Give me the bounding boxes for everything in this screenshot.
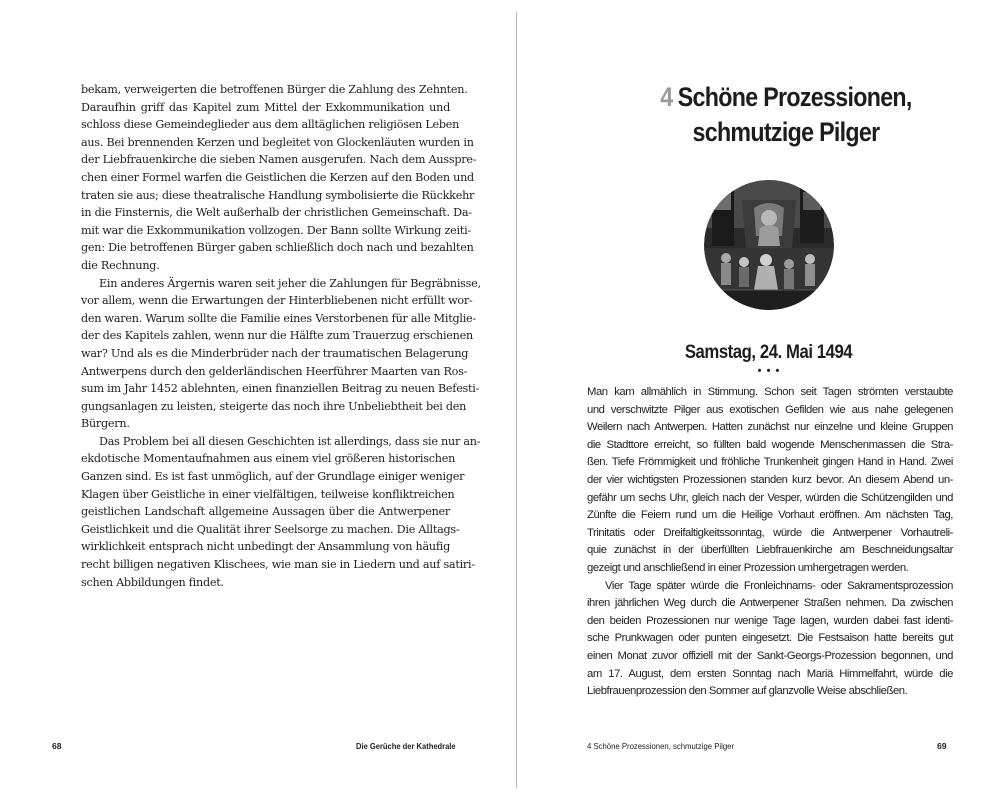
text-line: den waren. Warum sollte die Familie eines Verstorbenen für alle Mitglie- [81, 311, 476, 325]
text-line: schloss diese Gemeindeglieder aus dem alltäglichen religiösen Leben [81, 118, 460, 132]
text-line: Man kam allmählich in Stimmung. Schon seit Tagen strömten verstaubte [587, 386, 953, 398]
chapter-heading [614, 80, 958, 150]
text-line: den beiden Prozessionen nur wenige Tage lagen, wurden dabei fast identi- [587, 614, 953, 627]
text-line: vor allem, wenn die Erwartungen der Hinterbliebenen nicht erfüllt wor- [81, 294, 473, 308]
text-line: die Rechnung. [81, 258, 160, 272]
paragraph [587, 578, 953, 701]
text-line: Trinitatis oder Dreifaltigkeitssonntag, würde die Antwerpener Vorhautreli- [587, 526, 953, 539]
text-line: Daraufhin griff das Kapitel zum Mittel der Exkommunikation und [81, 100, 450, 114]
text-line: chen einer Formel warfen die Geistlichen die Kerzen auf den Boden und [81, 170, 474, 184]
chapter-title-line2: schmutzige Pilger [692, 117, 880, 147]
chapter-title-line1: Schöne Prozessionen, [677, 82, 912, 112]
right-running-title: 4 Schöne Prozessionen, schmutzige Pilger [587, 741, 735, 751]
procession-vignette-icon [704, 180, 834, 310]
right-page-number: 69 [937, 741, 947, 751]
text-line: einen Monat zuvor offiziell mit der Sankt-Georgs-Prozession begonnen, und [587, 649, 953, 662]
text-line: Zünfte die Feiern rund um die Heilige Vorhaut eröffnen. Am nächsten Tag, [587, 509, 953, 522]
text-line: in die Finsternis, die Welt außerhalb der christlichen Gemeinschaft. Da- [81, 206, 472, 220]
text-line: bekam, verweigerten die betroffenen Bürger die Zahlung des Zehnten. [81, 83, 468, 96]
text-line: der des Kapitels zahlen, wenn nur die Hälfte zum Trauerzug erschienen [81, 329, 473, 343]
text-line: Ganzen sind. Es ist fast unmöglich, auf der Grundlage einiger weniger [81, 470, 465, 484]
text-line: Ein anderes Ärgernis waren seit jeher die Zahlungen für Begräbnisse, [99, 276, 481, 290]
text-line: sum im Jahr 1452 ablehnten, einen finanziellen Beitrag zu neuen Befesti- [81, 382, 480, 396]
right-page [518, 0, 1000, 800]
left-page-number: 68 [52, 741, 62, 751]
text-line: recht billigen negativen Klischees, wie man sie in Liedern und auf satiri- [81, 558, 475, 572]
left-running-title: Die Gerüche der Kathedrale [356, 741, 456, 751]
text-line: gen: Die betroffenen Bürger gaben schließlich doch nach und bezahlten [81, 241, 474, 255]
text-line: Vier Tage später würde die Fronleichnams- oder Sakramentsprozession [605, 579, 953, 592]
text-line: war? Und als es die Minderbrüder nach der traumatischen Belagerung [81, 346, 469, 360]
text-line: Antwerpens durch den gelderländischen Heerführer Maarten van Ros- [81, 364, 468, 378]
text-line: mit war die Exkommunikation vollzogen. Der Bann sollte Wirkung zeiti- [81, 223, 471, 237]
text-line: die Stadttore erreicht, so füllten bald wogende Menschenmassen die Stra- [587, 438, 953, 451]
chapter-heading-line1 [614, 80, 958, 115]
text-line: der Liebfrauenkirche die sieben Namen ausgerufen. Nach dem Ausspre- [81, 153, 477, 167]
paragraph [81, 275, 481, 433]
text-line: aus. Bei brennenden Kerzen und begleitet von Glockenläuten wurden in [81, 135, 474, 149]
text-line: Das Problem bei all diesen Geschichten ist allerdings, dass sie nur an- [99, 434, 481, 448]
text-line: traten sie aus; diese theatralische Handlung symbolisierte die Rückkehr [81, 188, 475, 202]
text-line: ßen. Tiefe Frömmigkeit und fröhliche Trunkenheit gingen Hand in Hand. Zwei [587, 456, 953, 469]
right-page-body [587, 384, 953, 701]
text-line: ihren jährlichen Weg durch die Antwerpener Straßen nehmen. Da zwischen [587, 597, 953, 610]
chapter-number: 4 [660, 82, 673, 112]
paragraph [81, 81, 477, 275]
text-line: sche Prunkwagen oder punten eingesetzt. Die Festsaison hatte bereits gut [587, 632, 953, 645]
paragraph [81, 433, 481, 591]
text-line: geistlichen Landschaft allgemeine Aussagen über die Antwerpener [81, 505, 450, 519]
text-line: schen Abbildungen findet. [81, 575, 224, 589]
text-line: Weilern nach Antwerpen. Hatten zunächst nur einzelne und kleine Gruppen [587, 421, 953, 434]
text-line: Bürgern. [81, 417, 130, 431]
text-line: der vier wichtigsten Prozessionen standen kurz bevor. An diesem Abend un- [587, 473, 953, 486]
text-line: ekdotische Momentaufnahmen aus einem viel größeren historischen [81, 452, 456, 466]
date-heading: Samstag, 24. Mai 1494 [684, 342, 853, 363]
left-page-body [81, 81, 481, 591]
text-line: Liebfrauenprozession den Sommer auf glanzvolle Weise abschließen. [587, 685, 908, 698]
ornament-dots: • • • [757, 365, 781, 377]
text-line: quie zunächst in der überfüllten Liebfrauenkirche am Beschneidungsaltar [587, 544, 953, 557]
text-line: Klagen über Geistliche in einer vielfältigen, teilweise konfliktreichen [81, 487, 455, 501]
text-line: und verschwitzte Pilger aus exotischen Gefilden wie aus nahe gelegenen [587, 403, 953, 416]
text-line: gezeigt und anschließend in einer Prozession umhergetragen werden. [587, 561, 909, 574]
page-gutter-divider [516, 12, 517, 788]
text-line: gungsanlagen zu leisten, steigerte das noch ihre Unbeliebtheit bei den [81, 399, 467, 413]
text-line: wirklichkeit entsprach nicht unbedingt der Ansammlung von häufig [81, 540, 450, 554]
paragraph [587, 384, 953, 578]
text-line: am 17. August, dem ersten Sonntag nach Mariä Himmelfahrt, würde die [587, 667, 953, 680]
text-line: Geistlichkeit und die Qualität ihrer Seelsorge zu machen. Die Alltags- [81, 522, 460, 536]
text-line: gefähr um sechs Uhr, gleich nach der Vesper, würden die Schützengilden und [587, 491, 953, 504]
